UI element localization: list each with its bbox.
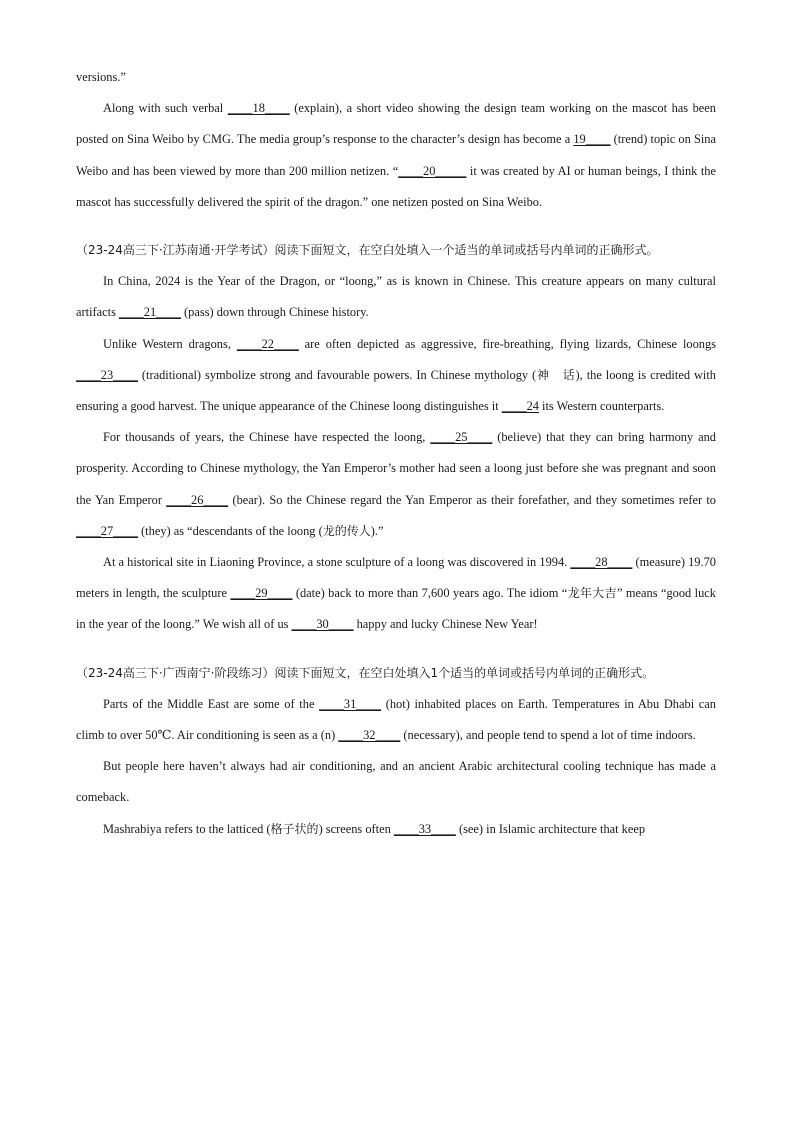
paragraph-sculpture: At a historical site in Liaoning Province, a stone sculpture of a loong was discovered in 1994. ____28____ (measure) 19.70 meters in length, the sculpture ____29____ (date) back to more than 7,600 years ago. The idiom “龙年大吉” means “good luck in the year of the loong.” We wish all of us ____30____ happy and lucky Chinese New Year! (76, 555, 716, 632)
blank-24[interactable]: ____24 (501, 399, 539, 414)
blank-26[interactable]: ____26____ (166, 492, 229, 507)
blank-27[interactable]: ____27____ (76, 523, 138, 538)
blank-32[interactable]: ____32____ (338, 728, 401, 743)
section-header-nanning: （23-24高三下·广西南宁·阶段练习）阅读下面短文，在空白处填入1个适当的单词或括号内单词的正确形式。 (76, 665, 655, 680)
paragraph-western-dragons: Unlike Western dragons, ____22____ are often depicted as aggressive, fire-breathing, flying lizards, Chinese loongs ____23____ (traditional) symbolize strong and favourable powers. In Chinese mythology (神 话), the loong is credited with ensuring a good harvest. The unique appearance of the Chinese loong distinguishes it ____24 its Western counterparts. (76, 336, 716, 414)
blank-23[interactable]: ____23____ (76, 367, 138, 382)
paragraph-comeback: But people here haven’t always had air conditioning, and an ancient Arabic architectural cooling technique has made a comeback. (76, 759, 716, 805)
blank-29[interactable]: ____29____ (230, 586, 293, 601)
paragraph-continuation: versions.” (76, 70, 126, 84)
blank-18[interactable]: ____18____ (227, 101, 290, 116)
blank-20[interactable]: ____20_____ (398, 163, 467, 178)
blank-31[interactable]: ____31____ (319, 696, 382, 711)
paragraph-respect: For thousands of years, the Chinese have respected the loong, ____25____ (believe) that they can bring harmony and prosperity. According to Chinese mythology, the Yan Emperor’s mother had seen a loong just before she was pregnant and soon the Yan Emperor ____26____ (bear). So the Chinese regard the Yan Emperor as their forefather, and they sometimes refer to ____27____ (they) as “descendants of the loong (龙的传人).” (76, 430, 716, 538)
document-page (76, 62, 716, 845)
blank-28[interactable]: ____28____ (570, 555, 633, 570)
section-header-nantong: （23-24高三下·江苏南通·开学考试）阅读下面短文，在空白处填入一个适当的单词或括号内单词的正确形式。 (76, 243, 659, 258)
paragraph-mashrabiya: Mashrabiya refers to the latticed (格子状的) screens often ____33____ (see) in Islamic architecture that keep (103, 821, 646, 836)
paragraph-year-of-dragon: In China, 2024 is the Year of the Dragon, or “loong,” as is known in Chinese. This creature appears on many cultural artifacts ____21____ (pass) down through Chinese history. (76, 274, 716, 320)
blank-30[interactable]: ____30____ (291, 617, 354, 632)
blank-21[interactable]: ____21____ (119, 305, 181, 320)
paragraph-middle-east: Parts of the Middle East are some of the ____31____ (hot) inhabited places on Earth. Temperatures in Abu Dhabi can climb to over 50℃. Air conditioning is seen as a (n) ____32____ (necessary), and people tend to spend a lot of time indoors. (76, 696, 716, 743)
blank-33[interactable]: ____33____ (393, 821, 456, 836)
paragraph-verbal: Along with such verbal ____18____ (explain), a short video showing the design team working on the mascot has been posted on Sina Weibo by CMG. The media group’s response to the character’s design has become a 19____ (trend) topic on Sina Weibo and has been viewed by more than 200 million netizen. “____20_____ it was created by AI or human beings, I think the mascot has successfully delivered the spirit of the dragon.” one netizen posted on Sina Weibo. (76, 101, 716, 209)
blank-19[interactable]: 19____ (573, 132, 611, 147)
blank-25[interactable]: ____25____ (430, 430, 493, 445)
blank-22[interactable]: ____22____ (236, 336, 299, 351)
